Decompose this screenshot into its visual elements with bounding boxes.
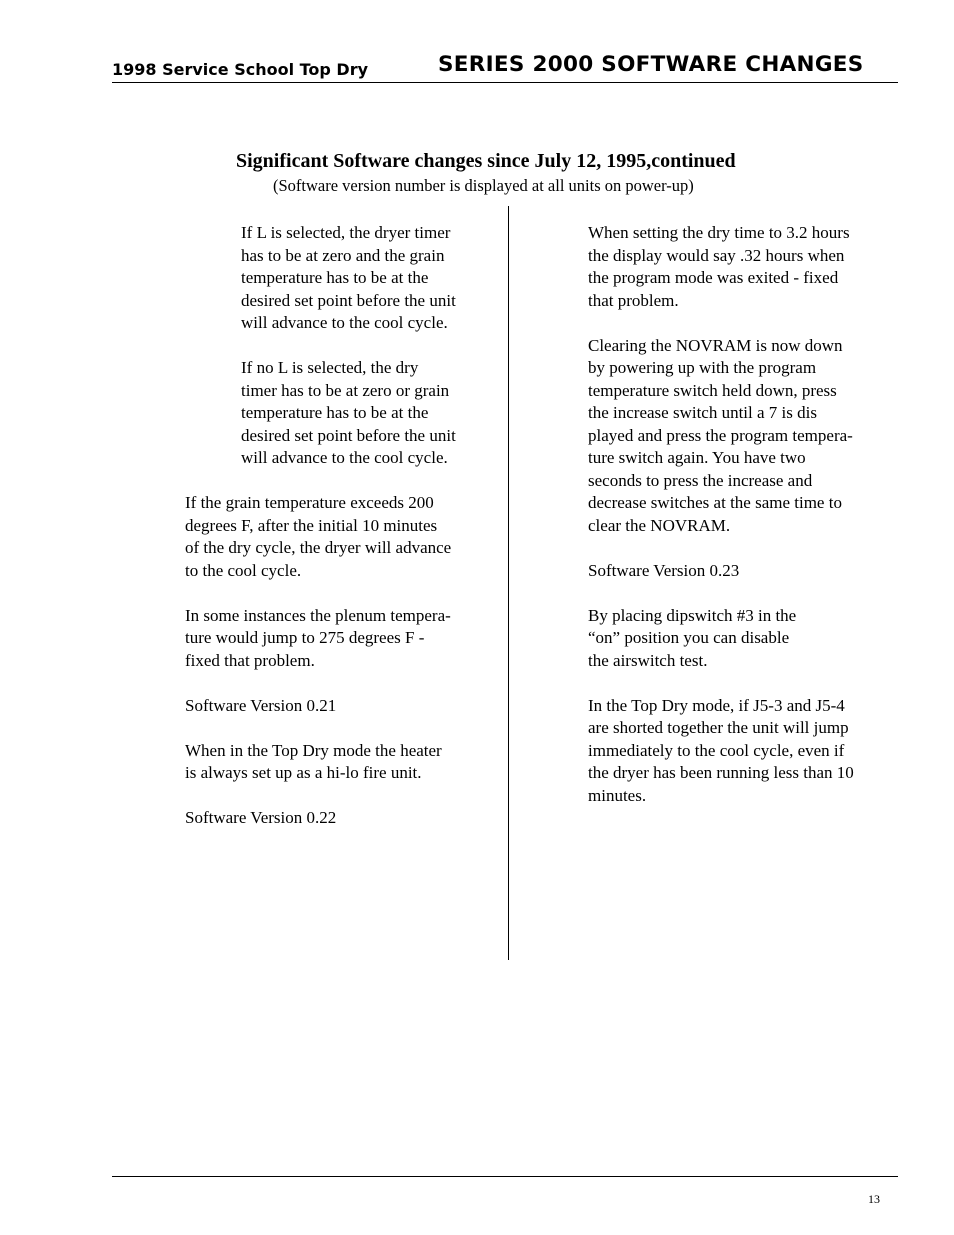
text-line: In the Top Dry mode, if J5-3 and J5-4	[588, 695, 845, 715]
text-line: desired set point before the unit	[241, 290, 456, 310]
header-left-title: 1998 Service School Top Dry	[112, 60, 369, 79]
paragraph-plenum-temperature	[185, 605, 490, 673]
page-number: 13	[868, 1192, 880, 1206]
section-subtitle: (Software version number is displayed at all units on power-up)	[273, 176, 694, 195]
text-line: temperature has to be at the	[241, 403, 429, 422]
paragraph-top-dry-heater	[185, 740, 490, 785]
text-line: Clearing the NOVRAM is now down	[588, 335, 843, 355]
text-line: played and press the program tempera-	[588, 425, 853, 445]
left-column	[185, 222, 490, 852]
text-line: “on” position you can disable	[588, 628, 790, 647]
text-line: clear the NOVRAM.	[588, 515, 731, 535]
text-line: desired set point before the unit	[241, 425, 456, 445]
text-line: timer has to be at zero or grain	[241, 380, 450, 400]
paragraph-top-dry-j5	[588, 695, 888, 808]
text-line: the increase switch until a 7 is dis	[588, 403, 817, 422]
text-line: By placing dipswitch #3 in the	[588, 605, 797, 625]
paragraph-no-l-selected	[185, 357, 490, 470]
paragraph-clearing-novram	[588, 335, 888, 538]
text-line: the display would say .32 hours when	[588, 245, 845, 265]
text-line: immediately to the cool cycle, even if	[588, 740, 845, 760]
text-line: has to be at zero and the grain	[241, 245, 445, 265]
text-line: If L is selected, the dryer timer	[241, 223, 451, 242]
text-line: the airswitch test.	[588, 650, 708, 670]
text-line: Software Version 0.22	[185, 808, 337, 827]
text-line: In some instances the plenum tempera-	[185, 605, 451, 625]
right-column	[588, 222, 888, 830]
paragraph-l-selected	[185, 222, 490, 335]
header-rule	[112, 82, 898, 83]
text-line: temperature switch held down, press	[588, 380, 837, 400]
text-line: ture switch again. You have two	[588, 448, 806, 467]
software-version-heading	[185, 695, 490, 718]
footer-rule	[112, 1176, 898, 1177]
software-version-heading	[185, 807, 490, 830]
text-line: If the grain temperature exceeds 200	[185, 493, 434, 512]
text-line: will advance to the cool cycle.	[241, 448, 448, 467]
header-right-title: SERIES 2000 SOFTWARE CHANGES	[438, 52, 864, 77]
text-line: minutes.	[588, 785, 647, 805]
paragraph-dipswitch	[588, 605, 888, 673]
text-line: of the dry cycle, the dryer will advance	[185, 538, 452, 557]
text-line: If no L is selected, the dry	[241, 358, 419, 377]
text-line: is always set up as a hi-lo fire unit.	[185, 763, 422, 782]
software-version-heading	[588, 560, 888, 583]
text-line: fixed that problem.	[185, 650, 315, 670]
text-line: degrees F, after the initial 10 minutes	[185, 515, 438, 535]
text-line: the program mode was exited - fixed	[588, 268, 839, 287]
text-line: Software Version 0.23	[588, 560, 740, 580]
text-line: will advance to the cool cycle.	[241, 313, 448, 332]
text-line: Software Version 0.21	[185, 695, 337, 715]
text-line: temperature has to be at the	[241, 268, 429, 287]
text-line: seconds to press the increase and	[588, 470, 813, 490]
text-line: When in the Top Dry mode the heater	[185, 740, 442, 760]
column-divider	[508, 206, 509, 960]
text-line: the dryer has been running less than 10	[588, 763, 854, 782]
section-title: Significant Software changes since July 12, 1995,continued	[236, 150, 736, 172]
text-line: that problem.	[588, 290, 679, 310]
text-line: are shorted together the unit will jump	[588, 718, 849, 737]
paragraph-grain-temperature	[185, 492, 490, 582]
text-line: by powering up with the program	[588, 358, 817, 377]
text-line: When setting the dry time to 3.2 hours	[588, 223, 850, 242]
text-line: ture would jump to 275 degrees F -	[185, 628, 425, 647]
text-line: decrease switches at the same time to	[588, 493, 842, 512]
paragraph-dry-time	[588, 222, 888, 312]
text-line: to the cool cycle.	[185, 560, 302, 580]
